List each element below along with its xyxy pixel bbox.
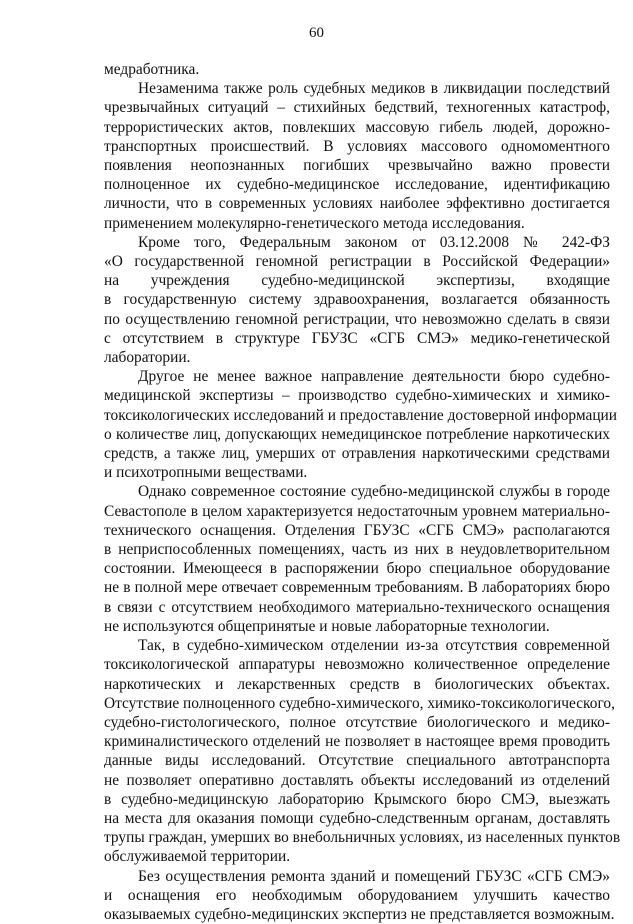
text-line: с отсутствием в структуре ГБУЗС «СГБ СМЭ» медико-генетической — [104, 329, 610, 347]
text-line: на учреждения судебно-медицинской экспертизы, входящие — [104, 272, 610, 290]
text-line: по осуществлению геномной регистрации, что невозможно сделать в связи — [104, 310, 610, 328]
text-line: наркотических и лекарственных средств в биологических объектах. — [104, 675, 610, 693]
text-line: Севастополе в целом характеризуется недостаточным уровнем материально- — [104, 502, 610, 520]
text-line: Однако современное состояние судебно-медицинской службы в городе — [138, 483, 610, 501]
text-line: в неприспособленных помещениях, часть из них в неудовлетворительном — [104, 541, 610, 559]
text-line: в судебно-медицинскую лабораторию Крымского бюро СМЭ, выезжать — [104, 790, 610, 808]
text-line: Кроме того, Федеральным законом от 03.12.2008 № 242-ФЗ — [138, 233, 610, 251]
text-line: токсикологических исследований и предоставление достоверной информации — [104, 406, 618, 424]
text-line: данные виды исследований. Отсутствие специального автотранспорта — [104, 752, 610, 770]
text-line: в связи с отсутствием необходимого материально-технического оснащения — [104, 598, 610, 616]
text-line: не позволяет оперативно доставлять объекты исследований из отделений — [104, 771, 610, 789]
text-line: технического оснащения. Отделения ГБУЗС «СГБ СМЭ» располагаются — [104, 521, 610, 539]
text-line: медицинской экспертизы – производство судебно-химических и химико- — [104, 387, 610, 405]
paragraph — [104, 482, 610, 636]
text-line: Без осуществления ремонта зданий и помещений ГБУЗС «СГБ СМЭ» — [138, 867, 610, 885]
text-line: «О государственной геномной регистрации в Российской Федерации» — [104, 253, 610, 271]
text-line: не в полной мере отвечает современным требованиям. В лабораториях бюро — [104, 579, 610, 597]
text-line: и оснащения его необходимым оборудованием улучшить качество — [104, 886, 610, 904]
text-line: чрезвычайных ситуаций – стихийных бедствий, техногенных катастроф, — [104, 99, 610, 117]
text-line: состоянии. Имеющееся в распоряжении бюро специальное оборудование — [104, 560, 610, 578]
text-line: Отсутствие полноценного судебно-химического, химико-токсикологического, — [104, 694, 615, 712]
text-line: оказываемых судебно-медицинских экспертиз не представляется возможным. — [104, 905, 615, 923]
text-line: о количестве лиц, допускающих немедицинское потребление наркотических — [104, 425, 610, 443]
document-body — [104, 60, 621, 924]
paragraph — [104, 60, 610, 79]
text-line: полноценное их судебно-медицинское исследование, идентификацию — [104, 176, 610, 194]
text-line: в государственную систему здравоохранения, возлагается обязанность — [104, 291, 610, 309]
paragraph — [104, 636, 621, 866]
text-line: на места для оказания помощи судебно-следственным органам, доставлять — [104, 809, 610, 827]
paragraph — [104, 233, 610, 367]
text-line: Другое не менее важное направление деятельности бюро судебно- — [138, 368, 610, 386]
text-line: обслуживаемой территории. — [104, 848, 291, 866]
paragraph — [104, 79, 610, 233]
text-line: не используются общепринятые и новые лабораторные технологии. — [104, 617, 550, 635]
text-line: лаборатории. — [104, 349, 191, 367]
text-line: появления неопознанных погибших чрезвычайно важно провести — [104, 157, 610, 175]
paragraph — [104, 367, 618, 482]
text-line: личности, что в современных условиях наиболее эффективно достигается — [104, 195, 610, 213]
text-line: применением молекулярно-генетического метода исследования. — [104, 214, 525, 232]
page-number: 60 — [309, 25, 324, 41]
text-line: средств, а также лиц, умерших от отравления наркотическими средствами — [104, 445, 610, 463]
text-line: и психотропными веществами. — [104, 464, 308, 482]
paragraph — [104, 867, 615, 924]
text-line: трупы граждан, умерших во внебольничных условиях, из населенных пунктов — [104, 829, 621, 847]
text-line: транспортных происшествий. В условиях массового одномоментного — [104, 137, 610, 155]
text-line: Незаменима также роль судебных медиков в ликвидации последствий — [138, 80, 610, 98]
text-line: террористических актов, повлекших массовую гибель людей, дорожно- — [104, 118, 610, 136]
text-line: токсикологической аппаратуры невозможно количественное определение — [104, 656, 610, 674]
text-line: криминалистического отделений не позволяет в настоящее время проводить — [104, 733, 610, 751]
text-line: Так, в судебно-химическом отделении из-за отсутствия современной — [138, 637, 610, 655]
text-line: судебно-гистологического, полное отсутствие биологического и медико- — [104, 713, 610, 731]
text-line: медработника. — [104, 61, 200, 78]
